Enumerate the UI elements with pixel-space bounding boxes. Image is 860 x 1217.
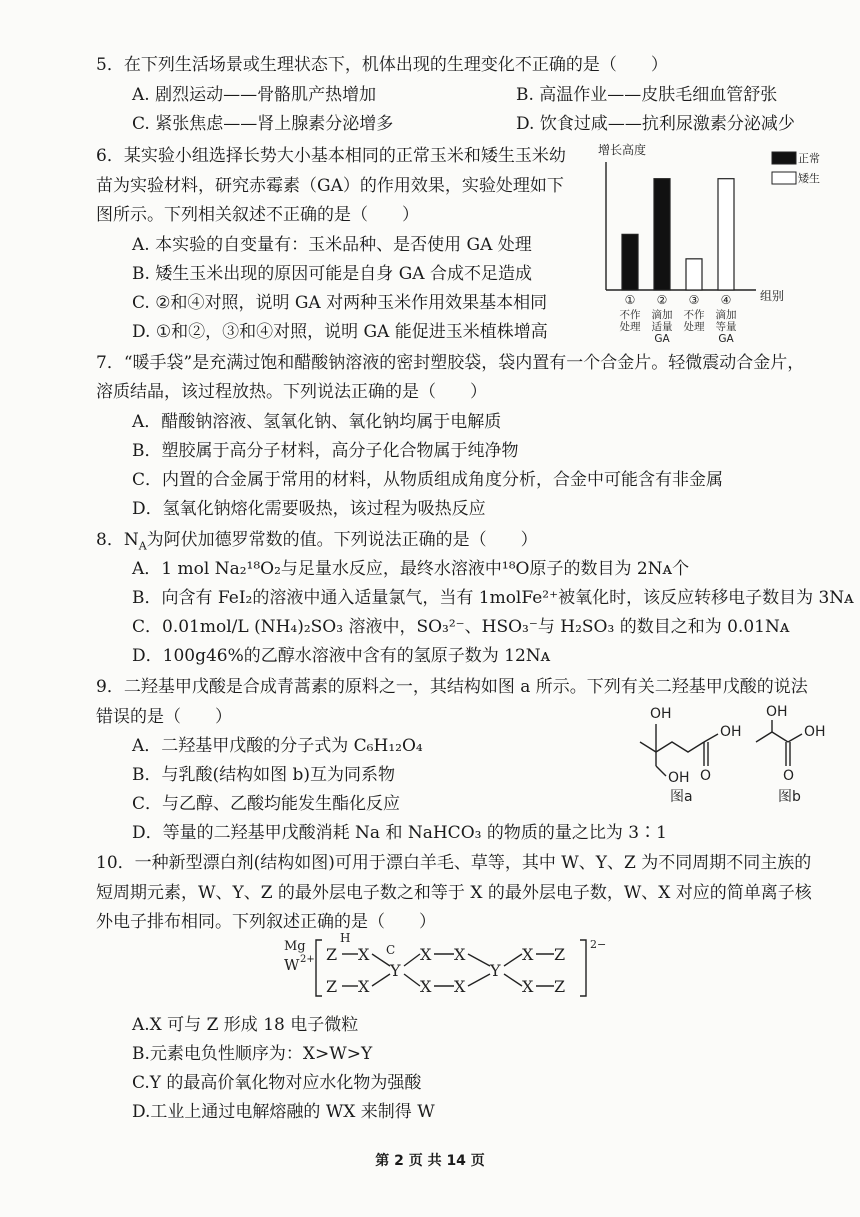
legend-label-dwarf: 矮生	[798, 172, 820, 185]
q6-stem-3: 图所示。下列相关叙述不正确的是（ ）	[96, 205, 419, 225]
q10-option-c: C.Y 的最高价氧化物对应水化物为强酸	[132, 1073, 422, 1093]
q10-option-b: B.元素电负性顺序为：X>W>Y	[132, 1044, 373, 1064]
q8-option-d: D．100g46%的乙醇水溶液中含有的氢原子数为 12Nᴀ	[132, 646, 551, 666]
atom-x-8: X	[522, 977, 534, 996]
q5-option-c: C. 紧张焦虑——肾上腺素分泌增多	[132, 114, 394, 134]
legend-label-normal: 正常	[798, 152, 820, 165]
atom-z-2: Z	[326, 977, 338, 996]
atom-x-6: X	[454, 977, 466, 996]
page-footer: 第 2 页 共 14 页	[375, 1153, 485, 1169]
bleach-structure-figure	[280, 930, 640, 1010]
atom-y-2: Y	[490, 961, 501, 980]
tick-label-3-2: 处理	[683, 321, 705, 333]
atom-x-3: X	[420, 945, 432, 964]
tick-label-1-2: 处理	[619, 321, 641, 333]
q8-stem: 8．$N_A$为阿伏加德罗常数的值。下列说法正确的是（ ）	[96, 530, 538, 553]
q6-option-b: B. 矮生玉米出现的原因可能是自身 GA 合成不足造成	[132, 264, 532, 284]
q7-stem-1: 7．“暖手袋”是充满过饱和醋酸钠溶液的密封塑胶袋，袋内置有一个合金片。轻微震动合金片，	[96, 353, 805, 373]
q6-stem-2: 苗为实验材料，研究赤霉素（GA）的作用效果，实验处理如下	[96, 176, 564, 196]
atom-z-4: Z	[554, 977, 566, 996]
tick-label-4-2: 等量	[715, 321, 737, 333]
q5-option-d: D. 饮食过咸——抗利尿激素分泌减少	[516, 114, 795, 134]
figure-b-oh-top: OH	[766, 704, 788, 720]
figure-b-oh-right: OH	[804, 724, 826, 740]
tick-label-2-2: 适量	[651, 321, 673, 333]
q9-stem-1: 9．二羟基甲戊酸是合成青蒿素的原料之一，其结构如图 a 所示。下列有关二羟基甲戊酸的说法	[96, 677, 808, 697]
q9-option-b: B．与乳酸(结构如图 b)互为同系物	[132, 765, 396, 785]
structure-bonds	[316, 940, 586, 996]
figure-a-caption: 图a	[670, 789, 693, 805]
q7-option-d: D．氢氧化钠熔化需要吸热，该过程为吸热反应	[132, 499, 486, 519]
q9-stem-2: 错误的是（ ）	[96, 707, 232, 727]
q10-stem-2: 短周期元素，W、Y、Z 的最外层电子数之和等于 X 的最外层电子数，W、X 对应的简单离子核	[96, 883, 812, 903]
legend-swatch-dwarf	[772, 172, 796, 184]
tick-label-4-1: 滴加	[715, 309, 737, 321]
atom-z-3: Z	[554, 945, 566, 964]
tick-label-2-3: GA	[654, 333, 670, 345]
bar-3	[686, 259, 702, 290]
atom-y-1: Y	[390, 961, 401, 980]
tick-label-3-1: 不作	[683, 309, 705, 321]
bar-2	[654, 179, 670, 290]
figure-a-oh-top: OH	[650, 706, 672, 722]
q7-stem-2: 溶质结晶，该过程放热。下列说法正确的是（ ）	[96, 382, 487, 402]
q6-option-a: A. 本实验的自变量有：玉米品种、是否使用 GA 处理	[132, 235, 532, 255]
atom-x-7: X	[522, 945, 534, 964]
tick-number-1: ①	[624, 293, 636, 307]
q8-option-c: C．0.01mol/L (NH₄)₂SO₃ 溶液中，SO₃²⁻、HSO₃⁻与 H₂SO₃ 的数目之和为 0.01Nᴀ	[132, 617, 790, 637]
q7-option-a: A．醋酸钠溶液、氢氧化钠、氧化钠均属于电解质	[132, 412, 502, 432]
q10-stem-3: 外电子排布相同。下列叙述正确的是（ ）	[96, 912, 436, 932]
q5-option-a: A. 剧烈运动——骨骼肌产热增加	[132, 85, 377, 105]
q10-option-d: D.工业上通过电解熔融的 WX 来制得 W	[132, 1102, 435, 1122]
q7-option-b: B．塑胶属于高分子材料，高分子化合物属于纯净物	[132, 441, 519, 461]
legend-swatch-normal	[772, 152, 796, 164]
bar-1	[622, 234, 638, 290]
atom-x-2: X	[358, 977, 370, 996]
figure-b-structure	[756, 720, 802, 766]
atom-x-5: X	[420, 977, 432, 996]
structure-handwritten-h: H	[340, 931, 351, 945]
structure-handwritten-mg: Mg	[284, 939, 306, 954]
q10-option-a: A.X 可与 Z 形成 18 电子微粒	[132, 1015, 359, 1035]
tick-label-4-3: GA	[718, 333, 734, 345]
atom-x-4: X	[454, 945, 466, 964]
q10-stem-1: 10．一种新型漂白剂(结构如图)可用于漂白羊毛、草等，其中 W、Y、Z 为不同周期不同主族的	[96, 853, 812, 873]
q6-stem-1: 6．某实验小组选择长势大小基本相同的正常玉米和矮生玉米幼	[96, 146, 566, 166]
structure-w-cation: W	[284, 956, 300, 974]
q7-option-c: C．内置的合金属于常用的材料，从物质组成角度分析，合金中可能含有非金属	[132, 470, 724, 490]
tick-label-2-1: 滴加	[651, 309, 673, 321]
q5-option-b: B. 高温作业——皮肤毛细血管舒张	[516, 85, 778, 105]
tick-label-1-1: 不作	[619, 309, 641, 321]
q9-option-a: A．二羟基甲戊酸的分子式为 C₆H₁₂O₄	[132, 736, 423, 756]
figure-b-o: O	[783, 768, 795, 784]
q8-option-a: A．1 mol Na₂¹⁸O₂与足量水反应，最终水溶液中¹⁸O原子的数目为 2Nᴀ个	[132, 559, 690, 579]
atom-z-1: Z	[326, 945, 338, 964]
q8-stem-text: 为阿伏加德罗常数的值。下列说法正确的是（ ）	[146, 530, 538, 550]
figure-a-oh-right: OH	[720, 724, 742, 740]
chart-x-label: 组别	[760, 289, 785, 303]
q5-stem: 5．在下列生活场景或生理状态下，机体出现的生理变化不正确的是（ ）	[96, 55, 668, 75]
figure-b-caption: 图b	[778, 789, 801, 805]
q9-option-d: D．等量的二羟基甲戊酸消耗 Na 和 NaHCO₃ 的物质的量之比为 3∶1	[132, 823, 667, 843]
growth-bar-chart	[596, 140, 820, 350]
tick-number-2: ②	[656, 293, 668, 307]
q6-option-d: D. ①和②，③和④对照，说明 GA 能促进玉米植株增高	[132, 322, 548, 342]
atom-x-1: X	[358, 945, 370, 964]
tick-number-3: ③	[688, 293, 700, 307]
chart-y-label: 增长高度	[598, 143, 647, 157]
q8-option-b: B．向含有 FeI₂的溶液中通入适量氯气，当有 1molFe²⁺被氧化时，该反应转移电子数目为 3Nᴀ	[132, 588, 854, 608]
bar-4	[718, 179, 734, 290]
structure-anion-charge: 2−	[590, 938, 607, 951]
figure-a-o: O	[700, 768, 712, 784]
molecule-figures	[628, 700, 838, 810]
figure-a-oh-bottom: OH	[668, 770, 690, 786]
structure-handwritten-c: C	[386, 943, 396, 957]
q6-option-c: C. ②和④对照，说明 GA 对两种玉米作用效果基本相同	[132, 293, 548, 313]
q9-option-c: C．与乙醇、乙酸均能发生酯化反应	[132, 794, 401, 814]
tick-number-4: ④	[720, 293, 732, 307]
structure-w-charge: 2+	[300, 954, 315, 965]
